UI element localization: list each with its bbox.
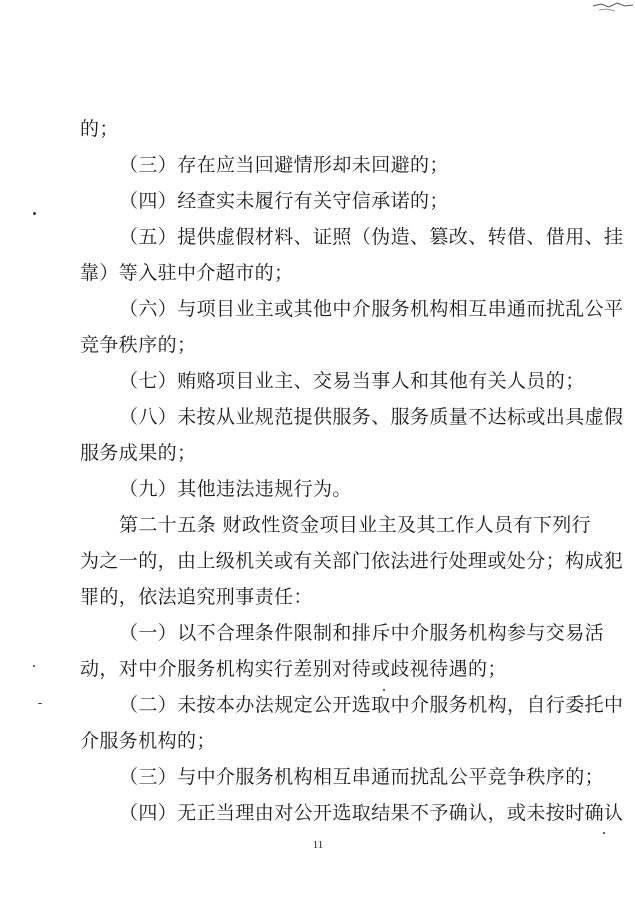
text-line: （一）以不合理条件限制和排斥中介服务机构参与交易活 <box>119 622 605 644</box>
scan-speck <box>38 703 42 704</box>
scan-speck <box>33 212 36 215</box>
scan-corner-mark <box>589 0 635 14</box>
scan-speck <box>383 689 385 691</box>
text-line: （四）经查实未履行有关守信承诺的； <box>119 190 449 212</box>
text-line: （六）与项目业主或其他中介服务机构相互串通而扰乱公平 <box>119 298 624 320</box>
article-heading-line: 第二十五条 财政性资金项目业主及其工作人员有下列行 <box>119 514 592 536</box>
text-line: （七）贿赂项目业主、交易当事人和其他有关人员的； <box>119 370 585 392</box>
text-line: 的； <box>80 118 119 140</box>
text-line: （三）存在应当回避情形却未回避的； <box>119 154 449 176</box>
text-line: （二）未按本办法规定公开选取中介服务机构，自行委托中 <box>119 694 624 716</box>
text-line: 竞争秩序的； <box>80 334 197 356</box>
text-line: 罪的，依法追究刑事责任： <box>80 586 313 608</box>
text-line: （五）提供虚假材料、证照（伪造、篡改、转借、借用、挂 <box>119 226 624 248</box>
text-line: 服务成果的； <box>80 442 197 464</box>
text-line: 介服务机构的； <box>80 730 216 752</box>
page-number: 11 <box>312 839 324 851</box>
text-line: （九）其他违法违规行为。 <box>119 478 352 500</box>
scan-speck <box>33 665 35 667</box>
text-line: （三）与中介服务机构相互串通而扰乱公平竞争秩序的； <box>119 766 605 788</box>
text-line: 动，对中介服务机构实行差别对待或歧视待遇的； <box>80 658 507 680</box>
text-line: 为之一的，由上级机关或有关部门依法进行处理或处分；构成犯 <box>80 550 624 572</box>
text-line: 靠）等入驻中介超市的； <box>80 262 294 284</box>
scan-speck <box>603 832 605 834</box>
text-line: （四）无正当理由对公开选取结果不予确认，或未按时确认 <box>119 802 624 824</box>
text-line: （八）未按从业规范提供服务、服务质量不达标或出具虚假 <box>119 406 624 428</box>
